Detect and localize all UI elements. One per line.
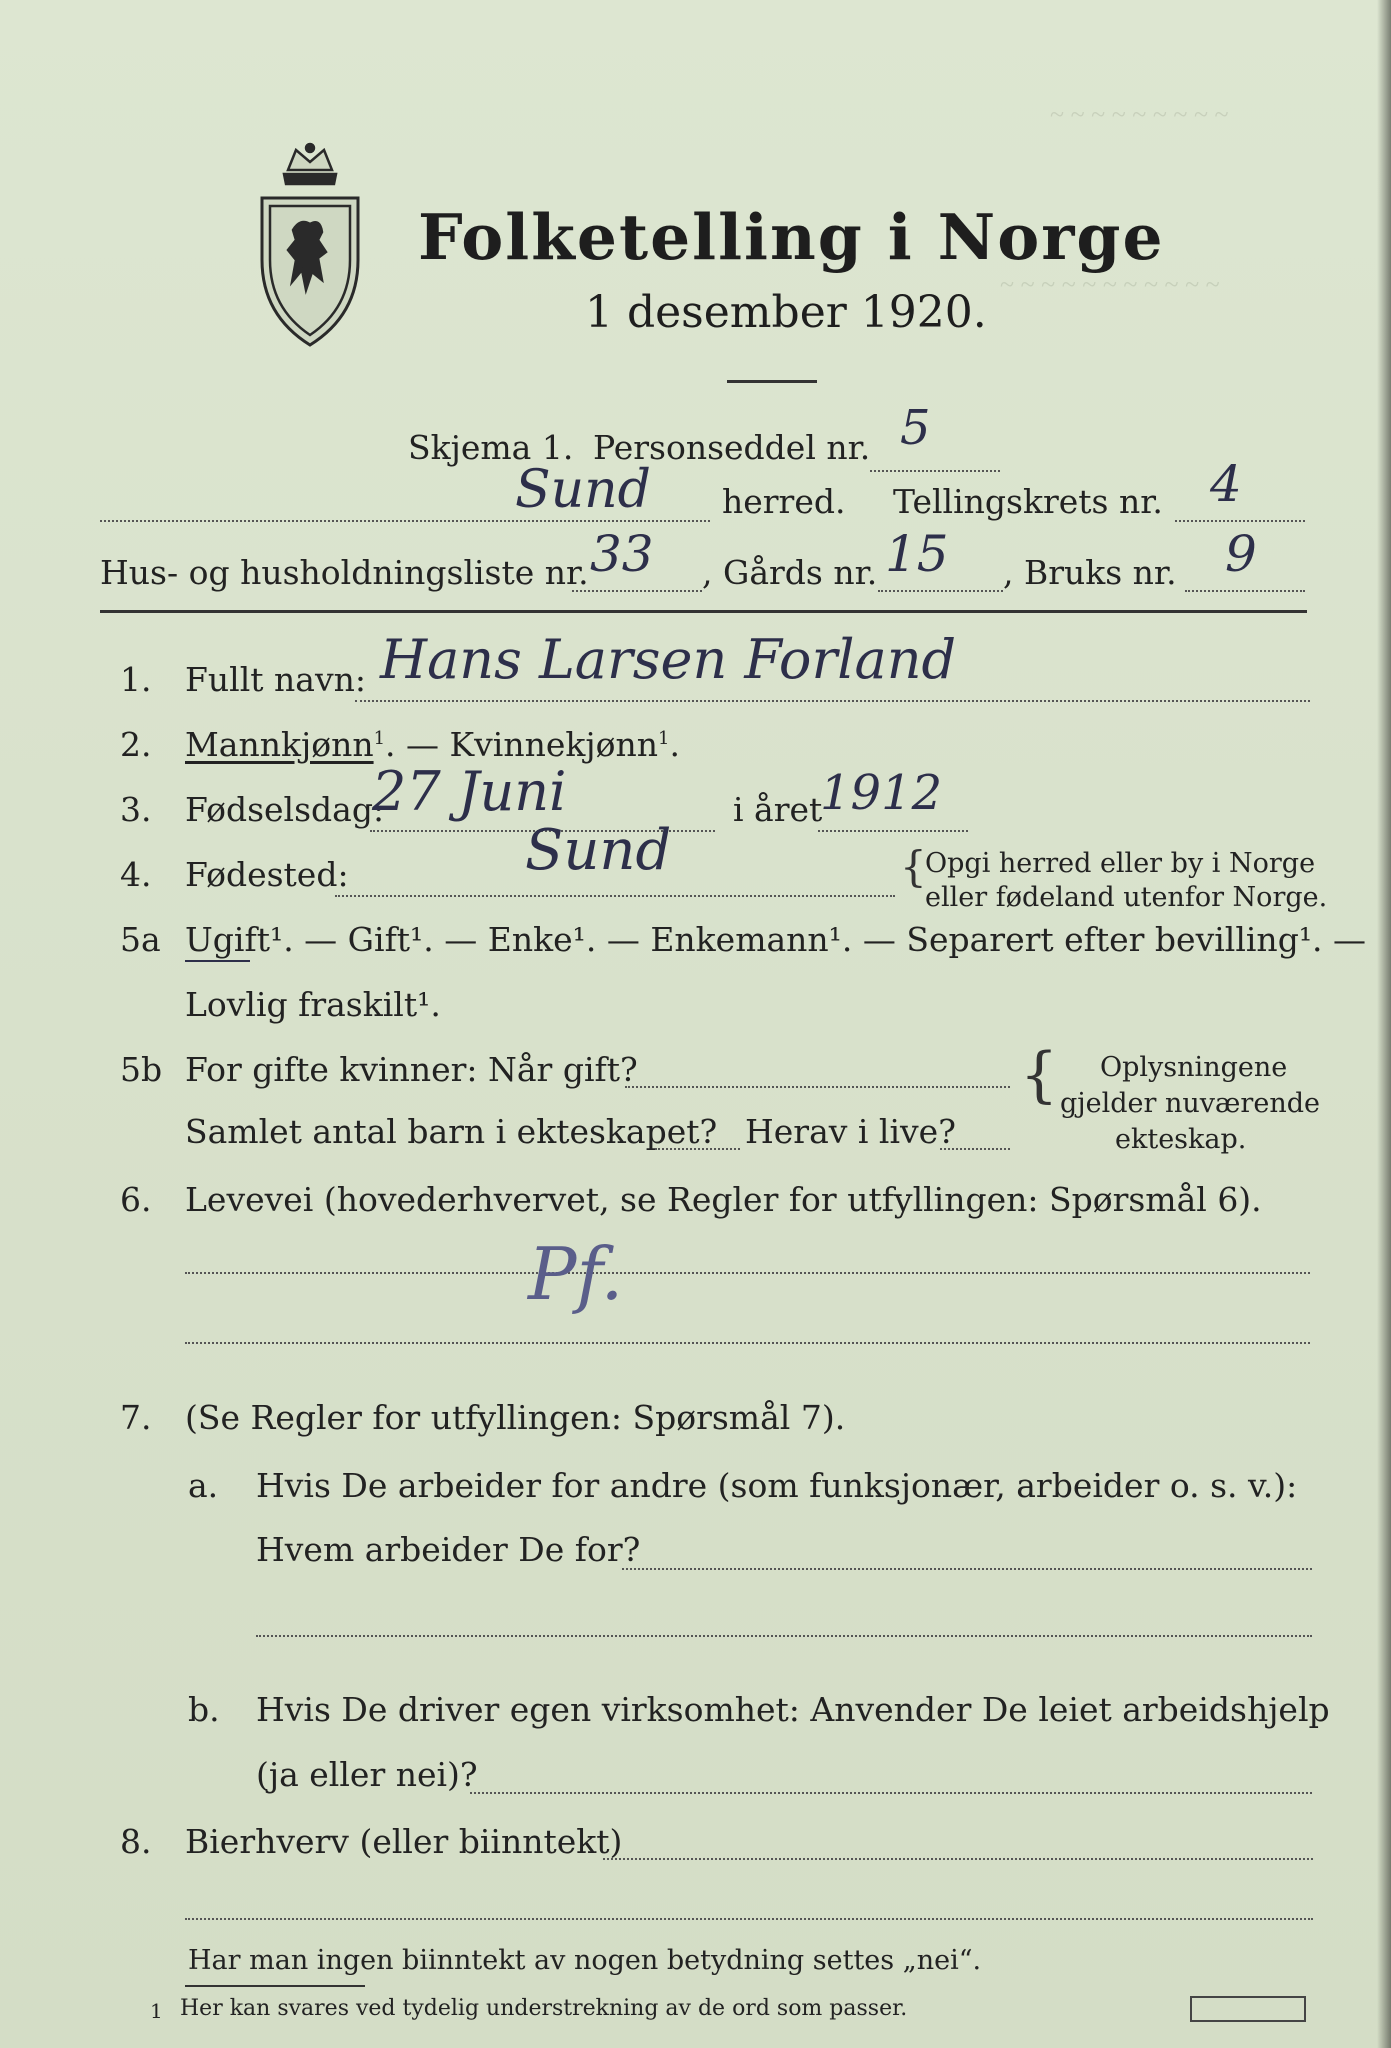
q3-label: Fødselsdag: — [185, 790, 385, 829]
q5b-alive-label: Herav i live? — [745, 1112, 956, 1151]
q5b-children-line — [655, 1148, 740, 1150]
gards-line — [878, 590, 1003, 592]
scan-edge-shadow — [1377, 0, 1391, 2048]
form-date: 1 desember 1920. — [585, 287, 987, 338]
q4-brace: { — [900, 842, 927, 891]
tellingskrets-label: Tellingskrets nr. — [893, 482, 1163, 521]
show-through-text: ~ ~ ~ ~ ~ ~ ~ ~ ~ ~ ~ — [1000, 270, 1220, 299]
q6-line1 — [185, 1272, 1310, 1274]
ugift-underline — [185, 960, 250, 962]
q5b-children-label: Samlet antal barn i ekteskapet? — [185, 1112, 718, 1151]
divider — [727, 380, 817, 383]
q3-birthday-value: 27 Juni — [372, 760, 567, 823]
q2-sex-options — [185, 725, 680, 764]
q3-year-line — [818, 830, 968, 832]
q7b-letter: b. — [188, 1690, 220, 1729]
q5b-brace: { — [1020, 1040, 1059, 1110]
q3-year-label: i året — [733, 790, 823, 829]
q7-label: (Se Regler for utfyllingen: Spørsmål 7). — [185, 1398, 846, 1437]
q8-label: Bierhverv (eller biinntekt) — [185, 1822, 623, 1861]
q5a-marital-options: Ugift¹. — Gift¹. — Enke¹. — Enkemann¹. — Separert efter bevilling¹. — — [185, 920, 1367, 959]
q5a-number: 5a — [120, 920, 161, 959]
personseddel-line — [870, 470, 1000, 472]
q8-line1 — [603, 1858, 1313, 1860]
form-title: Folketelling i Norge — [418, 200, 1165, 274]
q2-male-underlined: Mannkjønn — [185, 725, 374, 764]
q1-label: Fullt navn: — [185, 660, 366, 699]
q2-number: 2. — [120, 725, 152, 764]
husliste-label: Hus- og husholdningsliste nr. — [100, 553, 589, 592]
q7a-line2 — [256, 1635, 1312, 1637]
q3-number: 3. — [120, 790, 152, 829]
q7b-jn-label: (ja eller nei)? — [256, 1755, 478, 1794]
herred-label: herred. — [722, 482, 846, 521]
q5b-alive-line — [940, 1148, 1010, 1150]
section-divider — [100, 610, 1307, 613]
q8-number: 8. — [120, 1822, 152, 1861]
printer-mark-icon — [1190, 1996, 1306, 2022]
q8-line2 — [185, 1918, 1313, 1920]
q2-female: Kvinnekjønn — [449, 725, 659, 764]
q1-full-name-value: Hans Larsen Forland — [380, 628, 957, 691]
q4-label: Fødested: — [185, 855, 349, 894]
gards-label: , Gårds nr. — [702, 553, 878, 592]
herred-value: Sund — [515, 460, 651, 520]
q7b-label: Hvis De driver egen virksomhet: Anvender De leiet arbeidshjelp — [256, 1690, 1330, 1729]
footnote-marker: 1 — [150, 1999, 163, 2023]
q7a-who-label: Hvem arbeider De for? — [256, 1530, 641, 1569]
gards-value: 15 — [885, 525, 949, 583]
q4-line — [335, 895, 895, 897]
husliste-value: 33 — [590, 525, 654, 583]
herred-line — [100, 520, 710, 522]
q4-number: 4. — [120, 855, 152, 894]
q7b-line — [470, 1792, 1312, 1794]
q7a-line1 — [622, 1568, 1312, 1570]
husliste-line — [572, 590, 702, 592]
q3-year-value: 1912 — [820, 765, 943, 821]
q5b-married-line — [625, 1086, 1010, 1088]
q2-separator: . — — [385, 725, 450, 764]
q7a-label: Hvis De arbeider for andre (som funksjonær, arbeider o. s. v.): — [256, 1466, 1298, 1505]
q5b-number: 5b — [120, 1050, 163, 1089]
q4-birthplace-value: Sund — [525, 818, 672, 883]
q1-number: 1. — [120, 660, 152, 699]
q4-note-line1: Opgi herred eller by i Norge — [925, 848, 1316, 879]
q7a-letter: a. — [188, 1466, 219, 1505]
q5a-marital-options-cont: Lovlig fraskilt¹. — [185, 985, 441, 1024]
q8-note: Har man ingen biinntekt av nogen betydning settes „nei“. — [188, 1945, 982, 1976]
q1-line — [355, 700, 1310, 702]
q5b-note-line2: gjelder nuværende — [1060, 1088, 1320, 1119]
q6-label: Levevei (hovederhvervet, se Regler for utfyllingen: Spørsmål 6). — [185, 1180, 1262, 1219]
personseddel-value: 5 — [900, 400, 931, 456]
q7-number: 7. — [120, 1398, 152, 1437]
q6-number: 6. — [120, 1180, 152, 1219]
footnote-ref: 1 — [373, 728, 386, 749]
footnote-text: Her kan svares ved tydelig understrekning av de ord som passer. — [180, 1996, 908, 2021]
q2-end: . — [669, 725, 680, 764]
footnote-divider — [185, 1985, 365, 1987]
coat-of-arms-icon — [248, 140, 373, 355]
q6-line2 — [185, 1342, 1310, 1344]
personseddel-label: Personseddel nr. — [593, 428, 871, 467]
q6-occupation-value: Pf. — [528, 1232, 624, 1316]
footnote-ref: 1 — [658, 728, 670, 749]
show-through-text: ~ ~ ~ ~ ~ ~ ~ ~ ~ — [1050, 100, 1229, 129]
q5b-note-line1: Oplysningene — [1100, 1052, 1288, 1083]
q4-note-line2: eller fødeland utenfor Norge. — [925, 882, 1328, 913]
bruks-line — [1185, 590, 1305, 592]
tellingskrets-line — [1175, 520, 1305, 522]
bruks-label: , Bruks nr. — [1003, 553, 1177, 592]
schema-label: Skjema 1. — [408, 428, 574, 467]
tellingskrets-value: 4 — [1210, 455, 1242, 513]
q5b-note-line3: ekteskap. — [1115, 1124, 1247, 1155]
bruks-value: 9 — [1225, 525, 1257, 583]
q5b-label: For gifte kvinner: Når gift? — [185, 1050, 638, 1089]
